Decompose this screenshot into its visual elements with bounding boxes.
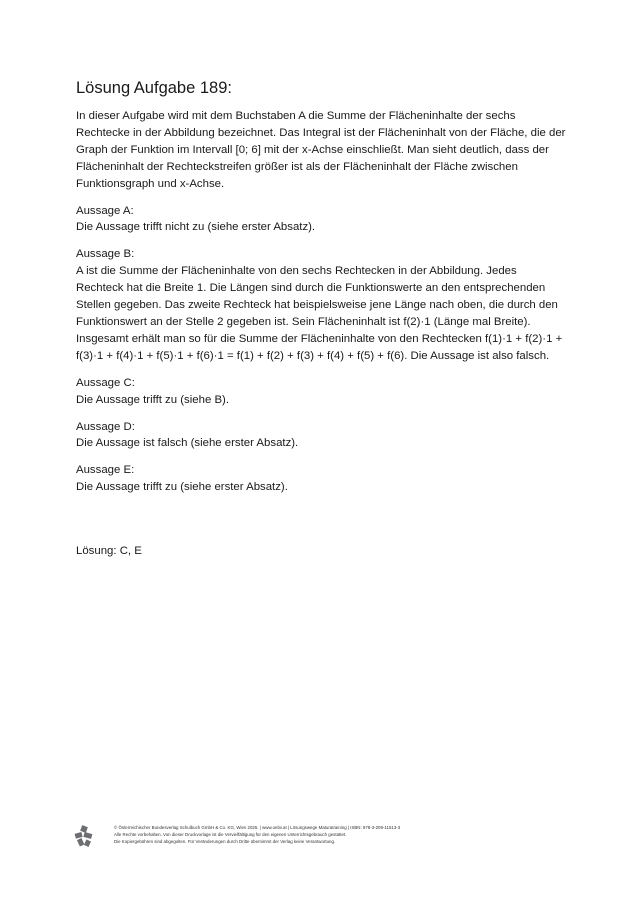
statement-text: Die Aussage ist falsch (siehe erster Absatz). — [76, 437, 299, 450]
statement-text: A ist die Summe der Flächeninhalte von den sechs Rechtecken in der Abbildung. Jedes Rechteck hat die Breite 1. Die Längen sind durch die Funktionswerte an den entsprechenden Stellen gegeben. Das zweite Rechteck hat beispielsweise jene Länge nach oben, die durch den Funktionswert an der Stelle 2 gegeben ist. Sein Flächeninhalt ist f(2)·1 (Länge mal Breite). Insgesamt erhält man so für die Summe der Flächeninhalte von den Rechtecken f(1)·1 + f(2)·1 + f(3)·1 + f(4)·1 + f(5)·1 + f(6)·1 = f(1) + f(2) + f(3) + f(4) + f(5) + f(6). Die Aussage ist also falsch. — [76, 265, 563, 362]
final-answer: Lösung: C, E — [76, 545, 142, 557]
footer-text — [114, 824, 400, 845]
statement-label: Aussage E: — [76, 464, 135, 477]
statement-c — [76, 375, 566, 409]
footer-copyright: © Österreichischer Bundesverlag Schulbuch GmbH & Co. KG, Wien 2025. | www.oebv.at | Lösungswege Maturatraining | ISBN: 978-3-209-11513-3 — [114, 825, 401, 830]
statement-d — [76, 419, 566, 453]
statement-text: Die Aussage trifft zu (siehe erster Absatz). — [76, 481, 288, 494]
statement-e — [76, 462, 566, 496]
statement-label: Aussage C: — [76, 376, 135, 389]
statement-text: Die Aussage trifft nicht zu (siehe erster Absatz). — [76, 221, 316, 234]
statement-label: Aussage A: — [76, 204, 134, 217]
intro-paragraph: In dieser Aufgabe wird mit dem Buchstaben A die Summe der Flächeninhalte der sechs Rechtecke in der Abbildung bezeichnet. Das Integral ist der Flächeninhalt von der Fläche, die der Graph der Funktion im Intervall [0; 6] mit der x-Achse einschließt. Man sieht deutlich, dass der Flächeninhalt der Rechteckstreifen größer ist als der Flächeninhalt der Fläche zwischen Funktionsgraph und x-Achse. — [76, 110, 566, 190]
statement-label: Aussage D: — [76, 420, 135, 433]
statement-a — [76, 203, 566, 237]
solution-page — [76, 78, 566, 506]
page-title: Lösung Aufgabe 189: — [76, 79, 232, 97]
statement-text: Die Aussage trifft zu (siehe B). — [76, 393, 229, 406]
footer-disclaimer: Die Kopiergebühren sind abgegolten. Für Veränderungen durch Dritte übernimmt der Verlag keine Verantwortung. — [114, 839, 336, 844]
statement-label: Aussage B: — [76, 248, 135, 261]
oebv-logo-icon — [72, 824, 96, 848]
statement-b — [76, 246, 566, 364]
footer-rights: Alle Rechte vorbehalten. Von dieser Druckvorlage ist die Vervielfältigung für den eigenen Unterrichtsgebrauch gestattet. — [114, 832, 347, 837]
